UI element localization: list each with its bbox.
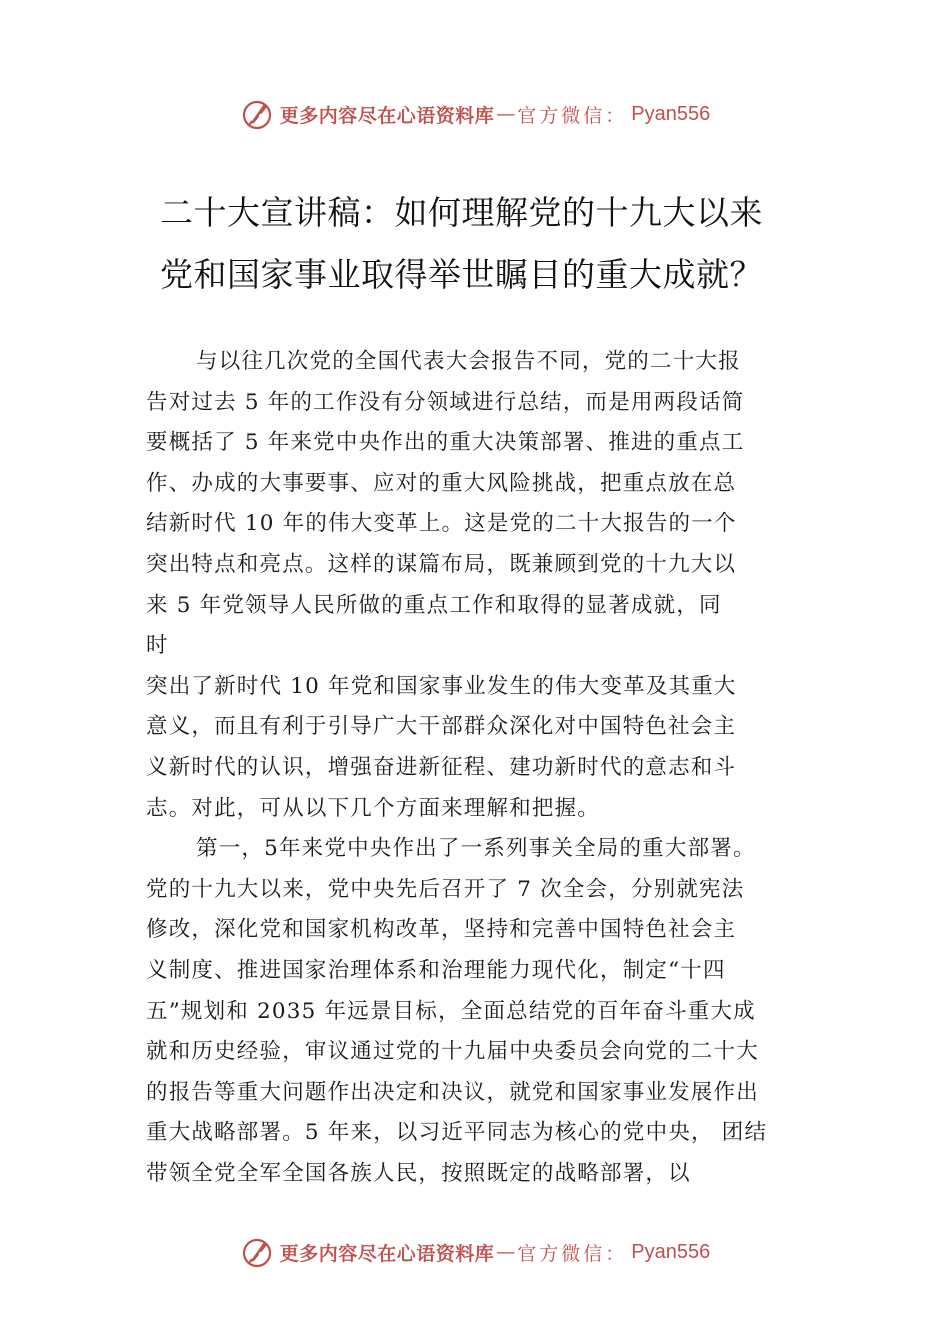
banner-wechat-id: Pyan556 xyxy=(631,1240,711,1263)
banner-wechat-id: Pyan556 xyxy=(631,102,711,125)
body-line: 告对过去 5 年的工作没有分领域进行总结，而是用两段话简 xyxy=(146,389,745,415)
body-line: 义制度、推进国家治理体系和治理能力现代化，制定“十四 xyxy=(146,957,726,983)
banner-wechat-label: 官方微信： xyxy=(517,1242,628,1265)
header-banner xyxy=(0,94,950,134)
article-body xyxy=(146,342,818,1194)
body-line: 结新时代 10 年的伟大变革上。这是党的二十大报告的一个 xyxy=(146,511,737,537)
quill-pen-logo-icon xyxy=(240,97,274,131)
banner-slogan: 更多内容尽在心语资料库 xyxy=(279,1242,495,1265)
body-line: 五”规划和 2035 年远景目标，全面总结党的百年奋斗重大成 xyxy=(146,998,756,1024)
body-line: 的报告等重大问题作出决定和决议，就党和国家事业发展作出 xyxy=(146,1079,759,1105)
body-line: 义新时代的认识，增强奋进新征程、建功新时代的意志和斗 xyxy=(146,754,737,780)
body-line: 第一，5年来党中央作出了一系列事关全局的重大部署。 xyxy=(196,836,756,862)
title-line: 党和国家事业取得举世瞩目的重大成就？ xyxy=(160,255,763,294)
banner-dash: — xyxy=(496,1241,516,1263)
body-line: 要概括了 5 年来党中央作出的重大决策部署、推进的重点工 xyxy=(146,430,745,456)
body-line: 重大战略部署。5 年来，以习近平同志为核心的党中央， 团结 xyxy=(146,1120,768,1146)
banner-wechat-label: 官方微信： xyxy=(517,104,628,127)
body-line: 党的十九大以来，党中央先后召开了 7 次全会，分别就宪法 xyxy=(146,876,745,902)
body-line: 就和历史经验，审议通过党的十九届中央委员会向党的二十大 xyxy=(146,1039,759,1065)
footer-banner xyxy=(0,1232,950,1272)
body-line: 意义，而且有利于引导广大干部群众深化对中国特色社会主 xyxy=(146,714,737,740)
page-title xyxy=(160,182,820,306)
body-line: 时 xyxy=(146,633,169,659)
body-line: 志。对此，可从以下几个方面来理解和把握。 xyxy=(146,795,601,821)
title-line: 二十大宣讲稿：如何理解党的十九大以来 xyxy=(160,193,763,232)
banner-slogan: 更多内容尽在心语资料库 xyxy=(279,104,495,127)
banner-dash: — xyxy=(496,103,516,125)
body-line: 与以往几次党的全国代表大会报告不同，党的二十大报 xyxy=(196,349,741,374)
quill-pen-logo-icon xyxy=(240,1235,274,1269)
body-line: 突出特点和亮点。这样的谋篇布局，既兼顾到党的十九大以 xyxy=(146,551,737,577)
body-line: 修改，深化党和国家机构改革，坚持和完善中国特色社会主 xyxy=(146,917,737,943)
body-line: 突出了新时代 10 年党和国家事业发生的伟大变革及其重大 xyxy=(146,673,737,699)
body-line: 带领全党全军全国各族人民，按照既定的战略部署，以 xyxy=(146,1160,691,1186)
body-line: 作、办成的大事要事、应对的重大风险挑战，把重点放在总 xyxy=(146,470,737,496)
body-line: 来 5 年党领导人民所做的重点工作和取得的显著成就，同 xyxy=(146,592,722,618)
